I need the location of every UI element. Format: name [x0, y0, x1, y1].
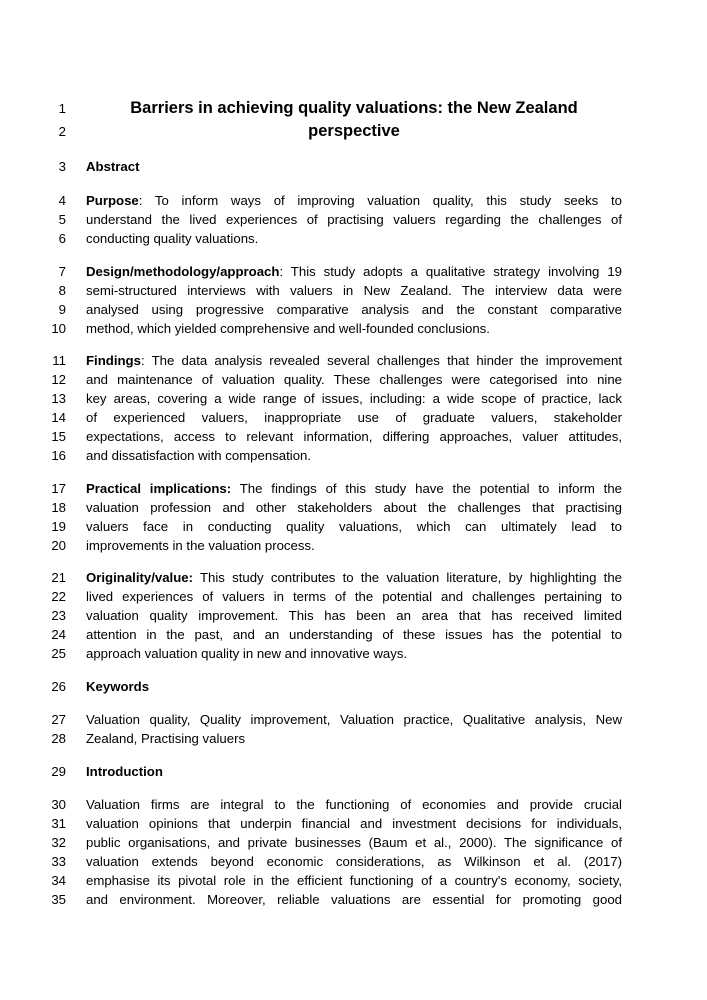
line-number: 32 [51, 835, 66, 850]
line-number: 15 [51, 429, 66, 444]
body-text: of experienced valuers, inappropriate use of graduate valuers, stakeholder [86, 410, 622, 425]
body-text: and dissatisfaction with compensation. [86, 448, 312, 463]
line-number: 35 [51, 892, 66, 907]
text-line [0, 871, 707, 890]
text-line [0, 427, 707, 446]
text-line [0, 319, 707, 338]
text-line [0, 606, 707, 625]
text-line [0, 568, 707, 587]
text-line [0, 814, 707, 833]
text-line [0, 517, 707, 536]
purpose-line: Purpose: To inform ways of improving valuation quality, this study seeks to [86, 193, 622, 208]
text-line [0, 210, 707, 229]
originality-line: Originality/value: This study contributes to the valuation literature, by highlighting the [86, 570, 622, 585]
line-number: 34 [51, 873, 66, 888]
text-line [0, 890, 707, 909]
body-text: Valuation firms are integral to the functioning of economies and provide crucial [86, 797, 622, 812]
paper-title: Barriers in achieving quality valuations: the New Zealand [130, 99, 578, 117]
line-number: 10 [51, 321, 66, 336]
body-text: valuation extends beyond economic considerations, as Wilkinson et al. (2017) [86, 854, 622, 869]
paper-title-cont: perspective [308, 122, 400, 140]
line-number: 2 [58, 124, 66, 139]
line-number: 19 [51, 519, 66, 534]
line-number: 12 [51, 372, 66, 387]
line-number: 11 [52, 353, 66, 368]
body-text: valuation opinions that underpin financial and investment decisions for individuals, [86, 816, 622, 831]
line-number: 31 [51, 816, 66, 831]
line-number: 16 [51, 448, 66, 463]
text-line [0, 262, 707, 281]
text-line [0, 795, 707, 814]
abstract-heading: Abstract [86, 159, 140, 174]
text-line [0, 191, 707, 210]
title-line-2 [0, 122, 707, 141]
implications-label: Practical implications: [86, 481, 232, 496]
text-line [0, 833, 707, 852]
line-number: 13 [51, 391, 66, 406]
text-line [0, 446, 707, 465]
line-number: 24 [51, 627, 66, 642]
line-number: 33 [51, 854, 66, 869]
line-number: 14 [51, 410, 66, 425]
body-text: lived experiences of valuers in terms of the potential and challenges pertaining to [86, 589, 622, 604]
line-number: 6 [58, 231, 66, 246]
text-line [0, 229, 707, 248]
line-number: 27 [51, 712, 66, 727]
introduction-heading: Introduction [86, 764, 163, 779]
line-number: 28 [51, 731, 66, 746]
keywords-heading: Keywords [86, 679, 150, 694]
line-number: 5 [58, 212, 66, 227]
line-number: 1 [58, 101, 66, 116]
line-number: 20 [51, 538, 66, 553]
line-number: 23 [51, 608, 66, 623]
text-line [0, 281, 707, 300]
line-number: 18 [51, 500, 66, 515]
text-line [0, 351, 707, 370]
body-text: method, which yielded comprehensive and well-founded conclusions. [86, 321, 490, 336]
body-text: expectations, access to relevant information, differing approaches, valuer attitudes, [86, 429, 622, 444]
line-number: 30 [51, 797, 66, 812]
body-text: valuers face in conducting quality valuations, which can ultimately lead to [86, 519, 622, 534]
text-line [0, 625, 707, 644]
text-line [0, 729, 707, 748]
text-line [0, 587, 707, 606]
text-line [0, 536, 707, 555]
title-line-1 [0, 99, 707, 118]
findings-label: Findings [86, 353, 141, 368]
introduction-heading-line [0, 762, 707, 781]
text-line [0, 710, 707, 729]
body-text: emphasise its pivotal role in the efficient functioning of a country's economy, society, [86, 873, 622, 888]
line-number: 29 [51, 764, 66, 779]
body-text: and environment. Moreover, reliable valuations are essential for promoting good [86, 892, 622, 907]
keywords-list: Zealand, Practising valuers [86, 731, 246, 746]
line-number: 8 [58, 283, 66, 298]
body-text: analysed using progressive comparative analysis and the constant comparative [86, 302, 622, 317]
text-line [0, 852, 707, 871]
text-line [0, 370, 707, 389]
body-text: semi-structured interviews with valuers in New Zealand. The interview data were [86, 283, 622, 298]
design-line: Design/methodology/approach: This study adopts a qualitative strategy involving 19 [86, 264, 622, 279]
body-text: valuation quality improvement. This has been an area that has received limited [86, 608, 622, 623]
text-line [0, 408, 707, 427]
body-text: conducting quality valuations. [86, 231, 259, 246]
text-line [0, 479, 707, 498]
line-number: 25 [51, 646, 66, 661]
body-text: improvements in the valuation process. [86, 538, 315, 553]
implications-line: Practical implications: The findings of this study have the potential to inform the [86, 481, 623, 496]
body-text: attention in the past, and an understanding of these issues has the potential to [86, 627, 622, 642]
text-line [0, 644, 707, 663]
body-text: understand the lived experiences of practising valuers regarding the challenges of [86, 212, 622, 227]
purpose-label: Purpose [86, 193, 139, 208]
body-text: public organisations, and private businesses (Baum et al., 2000). The significance of [86, 835, 622, 850]
body-text: valuation profession and other stakeholders about the challenges that practising [86, 500, 622, 515]
body-text: key areas, covering a wide range of issues, including: a wide scope of practice, lack [86, 391, 622, 406]
findings-line: Findings: The data analysis revealed several challenges that hinder the improvement [86, 353, 622, 368]
line-number: 21 [51, 570, 66, 585]
body-text: and maintenance of valuation quality. These challenges were categorised into nine [86, 372, 622, 387]
line-number: 9 [58, 302, 66, 317]
abstract-heading-line [0, 157, 707, 176]
line-number: 7 [58, 264, 66, 279]
text-line [0, 300, 707, 319]
line-number: 22 [51, 589, 66, 604]
line-number: 26 [51, 679, 66, 694]
body-text: approach valuation quality in new and innovative ways. [86, 646, 408, 661]
keywords-list: Valuation quality, Quality improvement, Valuation practice, Qualitative analysis, New [86, 712, 622, 727]
text-line [0, 389, 707, 408]
design-label: Design/methodology/approach [86, 264, 280, 279]
line-number: 17 [51, 481, 66, 496]
line-number: 4 [58, 193, 66, 208]
line-number: 3 [58, 159, 66, 174]
keywords-heading-line [0, 677, 707, 696]
text-line [0, 498, 707, 517]
originality-label: Originality/value: [86, 570, 193, 585]
